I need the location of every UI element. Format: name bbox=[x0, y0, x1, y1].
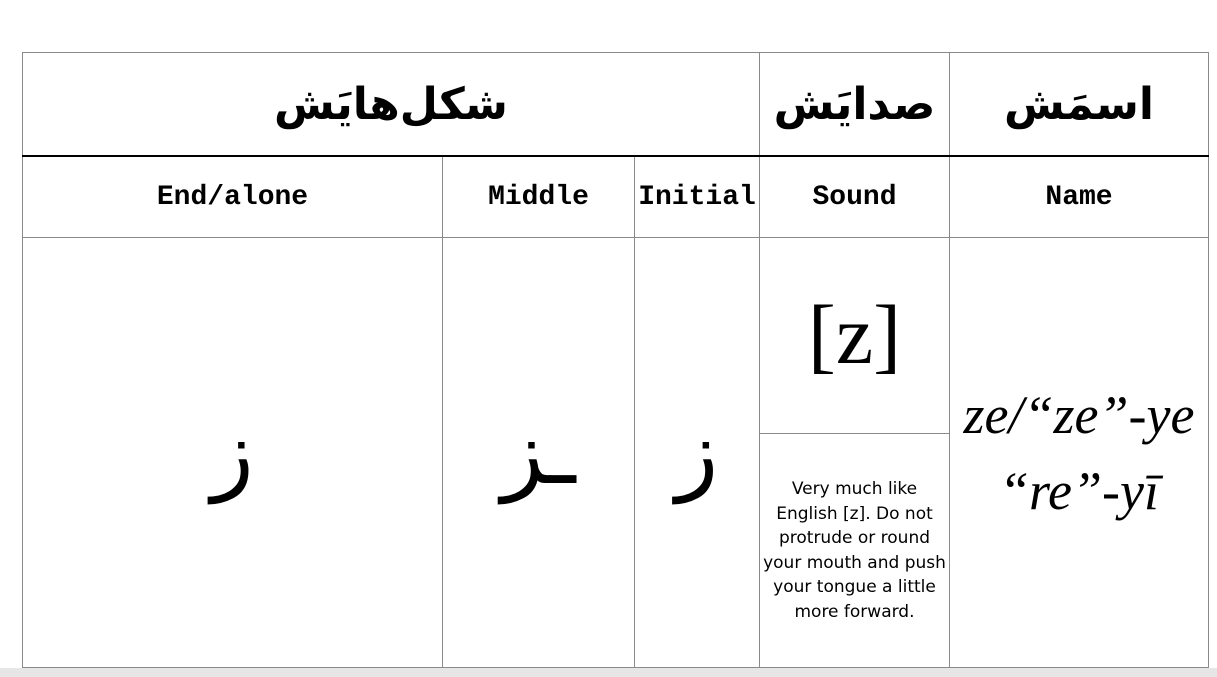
name-header: Name bbox=[950, 156, 1209, 238]
ipa-symbol: [z] bbox=[760, 238, 950, 434]
middle-header: Middle bbox=[443, 156, 635, 238]
bottom-scrollbar-strip bbox=[0, 668, 1217, 677]
initial-header: Initial bbox=[635, 156, 760, 238]
sound-header-persian: صدایَش bbox=[760, 53, 950, 157]
sound-description: Very much like English [z]. Do not protrude or round your mouth and push your tongue a little more forward. bbox=[760, 434, 950, 668]
letter-row-top bbox=[23, 238, 1209, 434]
middle-form: ـز bbox=[443, 238, 635, 668]
persian-header-row bbox=[23, 53, 1209, 157]
end-alone-form: ز bbox=[23, 238, 443, 668]
sound-header: Sound bbox=[760, 156, 950, 238]
initial-form: ز bbox=[635, 238, 760, 668]
end-alone-header: End/alone bbox=[23, 156, 443, 238]
english-header-row bbox=[23, 156, 1209, 238]
shapes-header-persian: شکل‌هایَش bbox=[23, 53, 760, 157]
letter-table bbox=[22, 52, 1209, 668]
letter-name: ze/“ze”-ye “re”-yī bbox=[950, 238, 1209, 668]
name-header-persian: اسمَش bbox=[950, 53, 1209, 157]
